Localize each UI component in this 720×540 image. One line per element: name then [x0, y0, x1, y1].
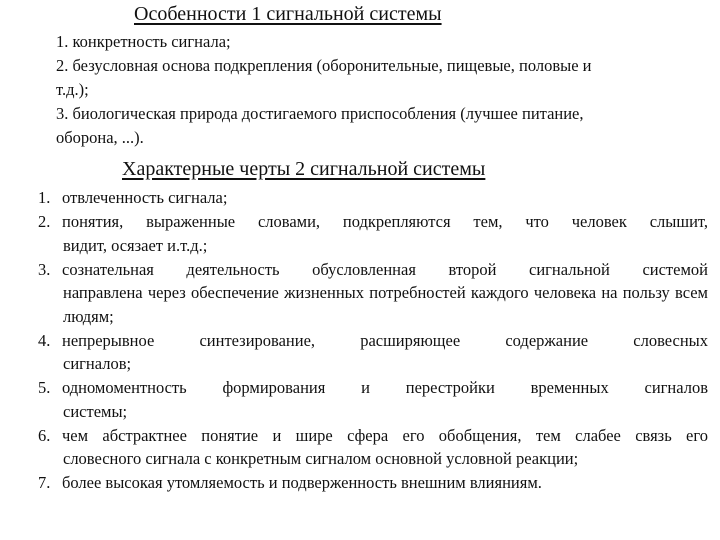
section1-line: 2. безусловная основа подкрепления (оборонительные, пищевые, половые и: [56, 56, 592, 75]
item-number: 1.: [38, 188, 51, 207]
item-text-continuation: сигналов;: [63, 354, 132, 373]
item-text-line: сознательная деятельность обусловленная второй сигнальной системой: [62, 259, 708, 279]
item-text-line: чем абстрактнее понятие и шире сфера его обобщения, тем слабее связь его: [62, 425, 708, 445]
item-number: 4.: [38, 330, 51, 350]
item-text: [62, 376, 708, 423]
list-item: [38, 329, 708, 376]
section2-list: [38, 186, 708, 495]
item-text: отвлеченность сигнала;: [62, 188, 228, 207]
item-text: [62, 258, 708, 329]
item-text-line: одномоментность формирования и перестройки временных сигналов: [62, 378, 708, 397]
item-text: [62, 210, 708, 257]
section1-title: Особенности 1 сигнальной системы: [134, 3, 442, 25]
item-text-continuation: системы;: [63, 401, 128, 421]
item-number: 3.: [38, 259, 51, 279]
list-item: [38, 186, 708, 210]
item-text-line: понятия, выраженные словами, подкрепляются тем, что человек слышит,: [62, 212, 708, 231]
section1-line: т.д.);: [56, 80, 89, 99]
item-number: 6.: [38, 425, 51, 445]
item-text-continuation: словесного сигнала с конкретным сигналом основной условной реакции;: [63, 449, 579, 468]
list-item: [38, 376, 708, 423]
item-text-continuation: видит, осязает и.т.д.;: [63, 235, 208, 255]
item-number: 7.: [38, 473, 51, 492]
list-item: [38, 258, 708, 329]
list-item: [38, 210, 708, 257]
section1-line: 3. биологическая природа достигаемого приспособления (лучшее питание,: [56, 104, 584, 123]
item-text-continuation: направлена через обеспечение жизненных потребностей каждого человека на пользу всем людям;: [63, 283, 708, 326]
item-number: 2.: [38, 212, 51, 231]
list-item: [38, 424, 708, 471]
list-item: [38, 471, 708, 495]
item-text: [62, 329, 708, 376]
item-text: [62, 424, 708, 471]
section2-title: Характерные черты 2 сигнальной системы: [122, 158, 486, 180]
section1-line: 1. конкретность сигнала;: [56, 32, 231, 51]
item-number: 5.: [38, 378, 51, 397]
section1-line: оборона, ...).: [56, 128, 144, 147]
item-text: более высокая утомляемость и подверженность внешним влияниям.: [62, 473, 542, 492]
item-text-line: непрерывное синтезирование, расширяющее содержание словесных: [62, 330, 708, 350]
section1-list: [56, 30, 708, 150]
